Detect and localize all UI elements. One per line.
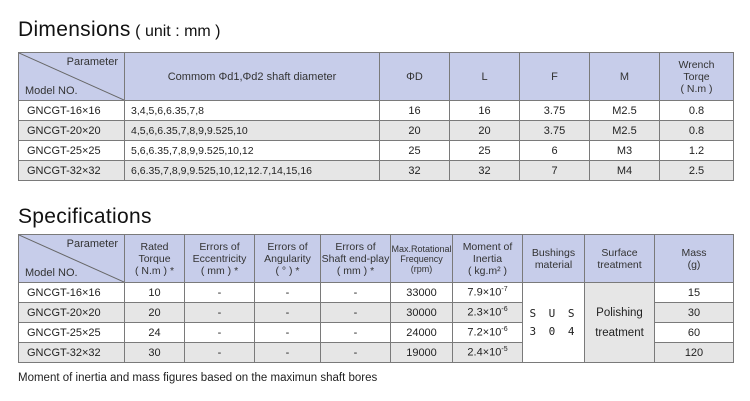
- m-cell: M2.5: [590, 121, 660, 141]
- l-header: L: [450, 53, 520, 101]
- torque-cell: 1.2: [660, 141, 734, 161]
- max-rotational-cell: 33000: [391, 283, 453, 303]
- rated-torque-header: [125, 235, 185, 283]
- table-row: [19, 121, 734, 141]
- wrench-torque-line3: ( N.m ): [680, 82, 713, 95]
- inertia-line3: ( kg.m² ): [467, 264, 508, 277]
- ecc-line3: ( mm ) *: [200, 264, 239, 277]
- angularity-cell: -: [255, 343, 321, 363]
- l-cell: 25: [450, 141, 520, 161]
- mass-header: [655, 235, 734, 283]
- dimensions-heading: Dimensions: [18, 18, 131, 41]
- model-cell: GNCGT-16×16: [19, 283, 125, 303]
- shaft-cell: 3,4,5,6,6.35,7,8: [125, 101, 380, 121]
- mass-line2: (g): [687, 258, 701, 271]
- inertia-cell: [453, 283, 523, 303]
- surface-header: [585, 235, 655, 283]
- surface-treatment-cell: [585, 283, 655, 363]
- wrench-torque-header: [660, 53, 734, 101]
- f-cell: 3.75: [520, 121, 590, 141]
- model-cell: GNCGT-32×32: [19, 161, 125, 181]
- model-cell: GNCGT-20×20: [19, 303, 125, 323]
- angularity-cell: -: [255, 283, 321, 303]
- table-row: [19, 283, 734, 303]
- specifications-title: [18, 205, 152, 229]
- model-cell: GNCGT-32×32: [19, 343, 125, 363]
- surface-treatment-line1: Polishing: [596, 306, 643, 319]
- angularity-cell: -: [255, 303, 321, 323]
- inertia-exponent: -5: [501, 346, 508, 354]
- model-no-label: Model NO.: [25, 85, 78, 97]
- torque-cell: 2.5: [660, 161, 734, 181]
- inertia-header: [453, 235, 523, 283]
- shaft-cell: 5,6,6.35,7,8,9,9.525,10,12: [125, 141, 380, 161]
- angularity-cell: -: [255, 323, 321, 343]
- bushings-line1: Bushings: [531, 246, 576, 259]
- surface-treatment-line2: treatment: [595, 326, 644, 339]
- angularity-header: [255, 235, 321, 283]
- dimensions-unit: ( unit : mm ): [135, 23, 221, 40]
- shaft-cell: 4,5,6,6.35,7,8,9,9.525,10: [125, 121, 380, 141]
- rated-torque-cell: 30: [125, 343, 185, 363]
- eccentricity-cell: -: [185, 323, 255, 343]
- l-cell: 20: [450, 121, 520, 141]
- f-header: F: [520, 53, 590, 101]
- model-cell: GNCGT-16×16: [19, 101, 125, 121]
- inertia-cell: [453, 323, 523, 343]
- inertia-line2: Inertia: [472, 252, 503, 265]
- dimensions-title: [18, 18, 221, 42]
- endplay-line3: ( mm ) *: [336, 264, 375, 277]
- od-cell: 20: [380, 121, 450, 141]
- eccentricity-cell: -: [185, 303, 255, 323]
- torque-cell: 0.8: [660, 101, 734, 121]
- table-row: [19, 101, 734, 121]
- bushing-material-line1: S U S: [529, 306, 578, 320]
- endplay-cell: -: [321, 303, 391, 323]
- l-cell: 16: [450, 101, 520, 121]
- torque-cell: 0.8: [660, 121, 734, 141]
- endplay-line1: Errors of: [335, 240, 376, 253]
- m-cell: M3: [590, 141, 660, 161]
- mass-cell: 15: [655, 283, 734, 303]
- m-header: M: [590, 53, 660, 101]
- max-rotational-cell: 30000: [391, 303, 453, 323]
- speed-line1: Max.Rotational: [391, 243, 452, 254]
- shaft-diameter-header: Commom Φd1,Φd2 shaft diameter: [125, 53, 380, 101]
- dimensions-corner-header: [19, 53, 125, 101]
- max-rotational-cell: 19000: [391, 343, 453, 363]
- f-cell: 7: [520, 161, 590, 181]
- od-cell: 16: [380, 101, 450, 121]
- ecc-line1: Errors of: [199, 240, 240, 253]
- speed-line3: (rpm): [410, 263, 433, 274]
- od-header: ΦD: [380, 53, 450, 101]
- table-row: [19, 161, 734, 181]
- inertia-base: 2.4×10: [467, 346, 502, 359]
- inertia-exponent: -6: [501, 306, 508, 314]
- f-cell: 3.75: [520, 101, 590, 121]
- eccentricity-cell: -: [185, 343, 255, 363]
- surface-line1: Surface: [601, 246, 638, 259]
- eccentricity-header: [185, 235, 255, 283]
- od-cell: 32: [380, 161, 450, 181]
- shaft-cell: 6,6.35,7,8,9,9.525,10,12,12.7,14,15,16: [125, 161, 380, 181]
- rated-torque-line2: ( N.m ) *: [134, 264, 175, 277]
- wrench-torque-line2: Torqe: [683, 70, 710, 83]
- max-rotational-cell: 24000: [391, 323, 453, 343]
- inertia-base: 2.3×10: [467, 306, 502, 319]
- inertia-base: 7.9×10: [467, 286, 502, 299]
- specifications-heading: Specifications: [18, 205, 152, 228]
- footnote: Moment of inertia and mass figures based on the maximun shaft bores: [18, 372, 378, 384]
- model-cell: GNCGT-25×25: [19, 141, 125, 161]
- specifications-corner-header: [19, 235, 125, 283]
- od-cell: 25: [380, 141, 450, 161]
- inertia-exponent: -7: [501, 286, 508, 294]
- inertia-cell: [453, 343, 523, 363]
- table-row: [19, 141, 734, 161]
- endplay-header: [321, 235, 391, 283]
- m-cell: M4: [590, 161, 660, 181]
- speed-line2: Frequency: [400, 253, 443, 264]
- rated-torque-cell: 24: [125, 323, 185, 343]
- m-cell: M2.5: [590, 101, 660, 121]
- rated-torque-line1: Rated Torque: [138, 240, 171, 265]
- model-no-label: Model NO.: [25, 267, 78, 279]
- bushing-material-cell: [523, 283, 585, 363]
- parameter-label: Parameter: [66, 56, 118, 68]
- inertia-line1: Moment of: [462, 240, 513, 253]
- wrench-torque-line1: Wrench: [678, 58, 715, 71]
- endplay-cell: -: [321, 323, 391, 343]
- surface-line2: treatment: [597, 258, 642, 271]
- endplay-cell: -: [321, 343, 391, 363]
- l-cell: 32: [450, 161, 520, 181]
- f-cell: 6: [520, 141, 590, 161]
- endplay-line2: Shaft end-play: [321, 252, 390, 265]
- inertia-base: 7.2×10: [467, 326, 502, 339]
- eccentricity-cell: -: [185, 283, 255, 303]
- mass-cell: 30: [655, 303, 734, 323]
- rated-torque-cell: 20: [125, 303, 185, 323]
- ang-line1: Errors of: [267, 240, 308, 253]
- ecc-line2: Eccentricity: [192, 252, 247, 265]
- bushing-material-line2: 3 0 4: [529, 324, 578, 338]
- max-rotational-header: [391, 235, 453, 283]
- endplay-cell: -: [321, 283, 391, 303]
- mass-cell: 120: [655, 343, 734, 363]
- model-cell: GNCGT-25×25: [19, 323, 125, 343]
- bushings-header: [523, 235, 585, 283]
- mass-line1: Mass: [681, 246, 707, 259]
- mass-cell: 60: [655, 323, 734, 343]
- parameter-label: Parameter: [66, 238, 118, 250]
- rated-torque-cell: 10: [125, 283, 185, 303]
- inertia-cell: [453, 303, 523, 323]
- inertia-exponent: -6: [501, 326, 508, 334]
- ang-line3: ( ° ) *: [275, 264, 300, 277]
- ang-line2: Angularity: [264, 252, 311, 265]
- specifications-table: [18, 234, 734, 363]
- dimensions-table: [18, 52, 734, 181]
- bushings-line2: material: [534, 258, 573, 271]
- model-cell: GNCGT-20×20: [19, 121, 125, 141]
